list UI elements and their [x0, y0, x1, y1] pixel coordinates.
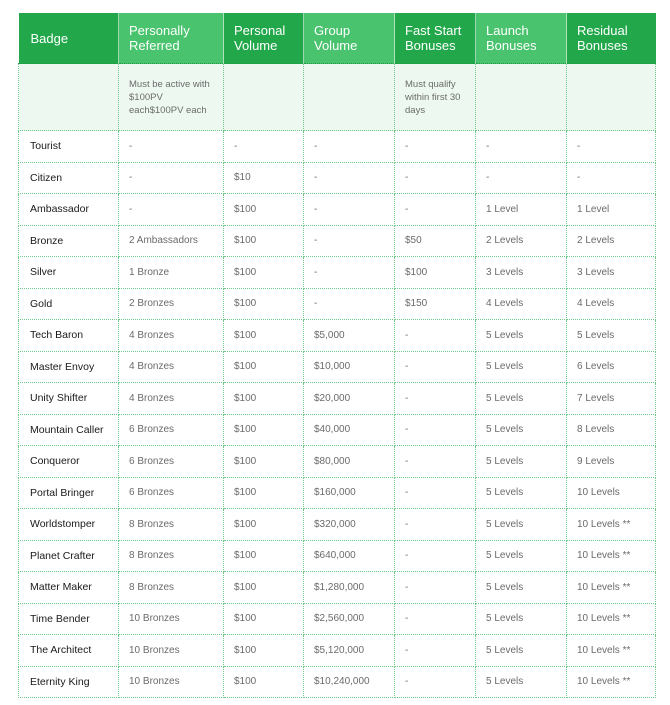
residual-bonus-cell: 5 Levels: [567, 320, 656, 352]
fast-start-cell: -: [395, 635, 476, 667]
fast-start-cell: -: [395, 383, 476, 415]
group-volume-cell: -: [304, 194, 395, 226]
table-row: [19, 446, 656, 478]
group-volume-cell: -: [304, 288, 395, 320]
residual-bonus-cell: 10 Levels **: [567, 635, 656, 667]
personally-referred-cell: 8 Bronzes: [119, 509, 224, 541]
group-volume-cell: $160,000: [304, 477, 395, 509]
badge-table-container: [18, 13, 655, 698]
personally-referred-cell: -: [119, 162, 224, 194]
table-row: [19, 635, 656, 667]
badge-name-cell: Master Envoy: [19, 351, 119, 383]
badge-name-cell: Planet Crafter: [19, 540, 119, 572]
personally-referred-cell: 8 Bronzes: [119, 572, 224, 604]
badge-name-cell: Ambassador: [19, 194, 119, 226]
residual-bonus-cell: 3 Levels: [567, 257, 656, 289]
personal-volume-cell: $100: [224, 666, 304, 698]
header-residual-bonuses: Residual Bonuses: [567, 13, 656, 64]
launch-bonus-cell: 3 Levels: [476, 257, 567, 289]
personally-referred-cell: 6 Bronzes: [119, 477, 224, 509]
group-volume-cell: $320,000: [304, 509, 395, 541]
group-volume-cell: $10,240,000: [304, 666, 395, 698]
launch-bonus-cell: 5 Levels: [476, 320, 567, 352]
personally-referred-cell: 4 Bronzes: [119, 383, 224, 415]
note-cell: Must be active with $100PV each$100PV each: [119, 64, 224, 131]
badge-name-cell: Conqueror: [19, 446, 119, 478]
launch-bonus-cell: 5 Levels: [476, 572, 567, 604]
personal-volume-cell: -: [224, 131, 304, 163]
group-volume-cell: $40,000: [304, 414, 395, 446]
personal-volume-cell: $100: [224, 635, 304, 667]
group-volume-cell: $20,000: [304, 383, 395, 415]
launch-bonus-cell: 1 Level: [476, 194, 567, 226]
personally-referred-cell: 10 Bronzes: [119, 603, 224, 635]
fast-start-cell: $100: [395, 257, 476, 289]
badge-name-cell: Unity Shifter: [19, 383, 119, 415]
table-row: [19, 414, 656, 446]
group-volume-cell: -: [304, 162, 395, 194]
fast-start-cell: -: [395, 414, 476, 446]
group-volume-cell: -: [304, 257, 395, 289]
note-cell: [224, 64, 304, 131]
fast-start-cell: -: [395, 131, 476, 163]
table-row: [19, 383, 656, 415]
fast-start-cell: -: [395, 446, 476, 478]
personally-referred-cell: 1 Bronze: [119, 257, 224, 289]
personal-volume-cell: $100: [224, 414, 304, 446]
fast-start-cell: $50: [395, 225, 476, 257]
personal-volume-cell: $100: [224, 572, 304, 604]
personal-volume-cell: $10: [224, 162, 304, 194]
header-fast-start-bonuses: Fast Start Bonuses: [395, 13, 476, 64]
header-group-volume: Group Volume: [304, 13, 395, 64]
launch-bonus-cell: 5 Levels: [476, 446, 567, 478]
group-volume-cell: $1,280,000: [304, 572, 395, 604]
fast-start-cell: -: [395, 572, 476, 604]
personal-volume-cell: $100: [224, 383, 304, 415]
launch-bonus-cell: -: [476, 131, 567, 163]
residual-bonus-cell: 10 Levels: [567, 477, 656, 509]
personally-referred-cell: 4 Bronzes: [119, 320, 224, 352]
table-row: [19, 131, 656, 163]
header-personal-volume: Personal Volume: [224, 13, 304, 64]
fast-start-cell: -: [395, 509, 476, 541]
personally-referred-cell: 2 Ambassadors: [119, 225, 224, 257]
note-cell: [567, 64, 656, 131]
residual-bonus-cell: -: [567, 162, 656, 194]
group-volume-cell: $2,560,000: [304, 603, 395, 635]
launch-bonus-cell: 5 Levels: [476, 414, 567, 446]
table-row: [19, 572, 656, 604]
personally-referred-cell: -: [119, 194, 224, 226]
fast-start-cell: -: [395, 351, 476, 383]
residual-bonus-cell: 8 Levels: [567, 414, 656, 446]
group-volume-cell: $80,000: [304, 446, 395, 478]
table-row: [19, 194, 656, 226]
residual-bonus-cell: 10 Levels **: [567, 603, 656, 635]
personally-referred-cell: 4 Bronzes: [119, 351, 224, 383]
residual-bonus-cell: -: [567, 131, 656, 163]
badge-name-cell: Eternity King: [19, 666, 119, 698]
fast-start-cell: -: [395, 477, 476, 509]
badge-name-cell: Time Bender: [19, 603, 119, 635]
personal-volume-cell: $100: [224, 509, 304, 541]
personal-volume-cell: $100: [224, 288, 304, 320]
header-badge: Badge: [19, 13, 119, 64]
table-row: [19, 225, 656, 257]
fast-start-cell: -: [395, 320, 476, 352]
launch-bonus-cell: 4 Levels: [476, 288, 567, 320]
launch-bonus-cell: 5 Levels: [476, 383, 567, 415]
badge-requirements-table: [18, 13, 656, 698]
launch-bonus-cell: -: [476, 162, 567, 194]
badge-name-cell: The Architect: [19, 635, 119, 667]
note-cell: [476, 64, 567, 131]
personal-volume-cell: $100: [224, 225, 304, 257]
badge-name-cell: Mountain Caller: [19, 414, 119, 446]
personal-volume-cell: $100: [224, 194, 304, 226]
residual-bonus-cell: 10 Levels **: [567, 666, 656, 698]
notes-row: [19, 64, 656, 131]
table-row: [19, 540, 656, 572]
group-volume-cell: $5,000: [304, 320, 395, 352]
residual-bonus-cell: 2 Levels: [567, 225, 656, 257]
group-volume-cell: $5,120,000: [304, 635, 395, 667]
group-volume-cell: $640,000: [304, 540, 395, 572]
badge-name-cell: Tourist: [19, 131, 119, 163]
badge-name-cell: Matter Maker: [19, 572, 119, 604]
note-cell: [19, 64, 119, 131]
badge-name-cell: Citizen: [19, 162, 119, 194]
table-row: [19, 351, 656, 383]
personal-volume-cell: $100: [224, 351, 304, 383]
note-cell: Must qualify within first 30 days: [395, 64, 476, 131]
launch-bonus-cell: 5 Levels: [476, 351, 567, 383]
table-row: [19, 320, 656, 352]
table-row: [19, 257, 656, 289]
launch-bonus-cell: 2 Levels: [476, 225, 567, 257]
residual-bonus-cell: 10 Levels **: [567, 540, 656, 572]
launch-bonus-cell: 5 Levels: [476, 635, 567, 667]
table-row: [19, 509, 656, 541]
personal-volume-cell: $100: [224, 257, 304, 289]
header-row: [19, 13, 656, 64]
launch-bonus-cell: 5 Levels: [476, 509, 567, 541]
launch-bonus-cell: 5 Levels: [476, 603, 567, 635]
badge-name-cell: Portal Bringer: [19, 477, 119, 509]
residual-bonus-cell: 10 Levels **: [567, 572, 656, 604]
personally-referred-cell: 2 Bronzes: [119, 288, 224, 320]
fast-start-cell: -: [395, 540, 476, 572]
launch-bonus-cell: 5 Levels: [476, 540, 567, 572]
personal-volume-cell: $100: [224, 446, 304, 478]
personally-referred-cell: 8 Bronzes: [119, 540, 224, 572]
residual-bonus-cell: 9 Levels: [567, 446, 656, 478]
badge-name-cell: Worldstomper: [19, 509, 119, 541]
group-volume-cell: -: [304, 225, 395, 257]
table-row: [19, 162, 656, 194]
table-row: [19, 603, 656, 635]
badge-name-cell: Silver: [19, 257, 119, 289]
residual-bonus-cell: 10 Levels **: [567, 509, 656, 541]
table-row: [19, 288, 656, 320]
personal-volume-cell: $100: [224, 320, 304, 352]
residual-bonus-cell: 4 Levels: [567, 288, 656, 320]
residual-bonus-cell: 7 Levels: [567, 383, 656, 415]
header-launch-bonuses: Launch Bonuses: [476, 13, 567, 64]
personally-referred-cell: -: [119, 131, 224, 163]
note-cell: [304, 64, 395, 131]
residual-bonus-cell: 1 Level: [567, 194, 656, 226]
fast-start-cell: -: [395, 666, 476, 698]
launch-bonus-cell: 5 Levels: [476, 666, 567, 698]
table-row: [19, 666, 656, 698]
badge-name-cell: Gold: [19, 288, 119, 320]
badge-name-cell: Tech Baron: [19, 320, 119, 352]
fast-start-cell: -: [395, 603, 476, 635]
personal-volume-cell: $100: [224, 540, 304, 572]
personally-referred-cell: 10 Bronzes: [119, 635, 224, 667]
fast-start-cell: -: [395, 162, 476, 194]
residual-bonus-cell: 6 Levels: [567, 351, 656, 383]
fast-start-cell: -: [395, 194, 476, 226]
personally-referred-cell: 6 Bronzes: [119, 414, 224, 446]
personally-referred-cell: 10 Bronzes: [119, 666, 224, 698]
badge-name-cell: Bronze: [19, 225, 119, 257]
fast-start-cell: $150: [395, 288, 476, 320]
header-personally-referred: Personally Referred: [119, 13, 224, 64]
personal-volume-cell: $100: [224, 477, 304, 509]
group-volume-cell: -: [304, 131, 395, 163]
personal-volume-cell: $100: [224, 603, 304, 635]
table-row: [19, 477, 656, 509]
group-volume-cell: $10,000: [304, 351, 395, 383]
personally-referred-cell: 6 Bronzes: [119, 446, 224, 478]
launch-bonus-cell: 5 Levels: [476, 477, 567, 509]
